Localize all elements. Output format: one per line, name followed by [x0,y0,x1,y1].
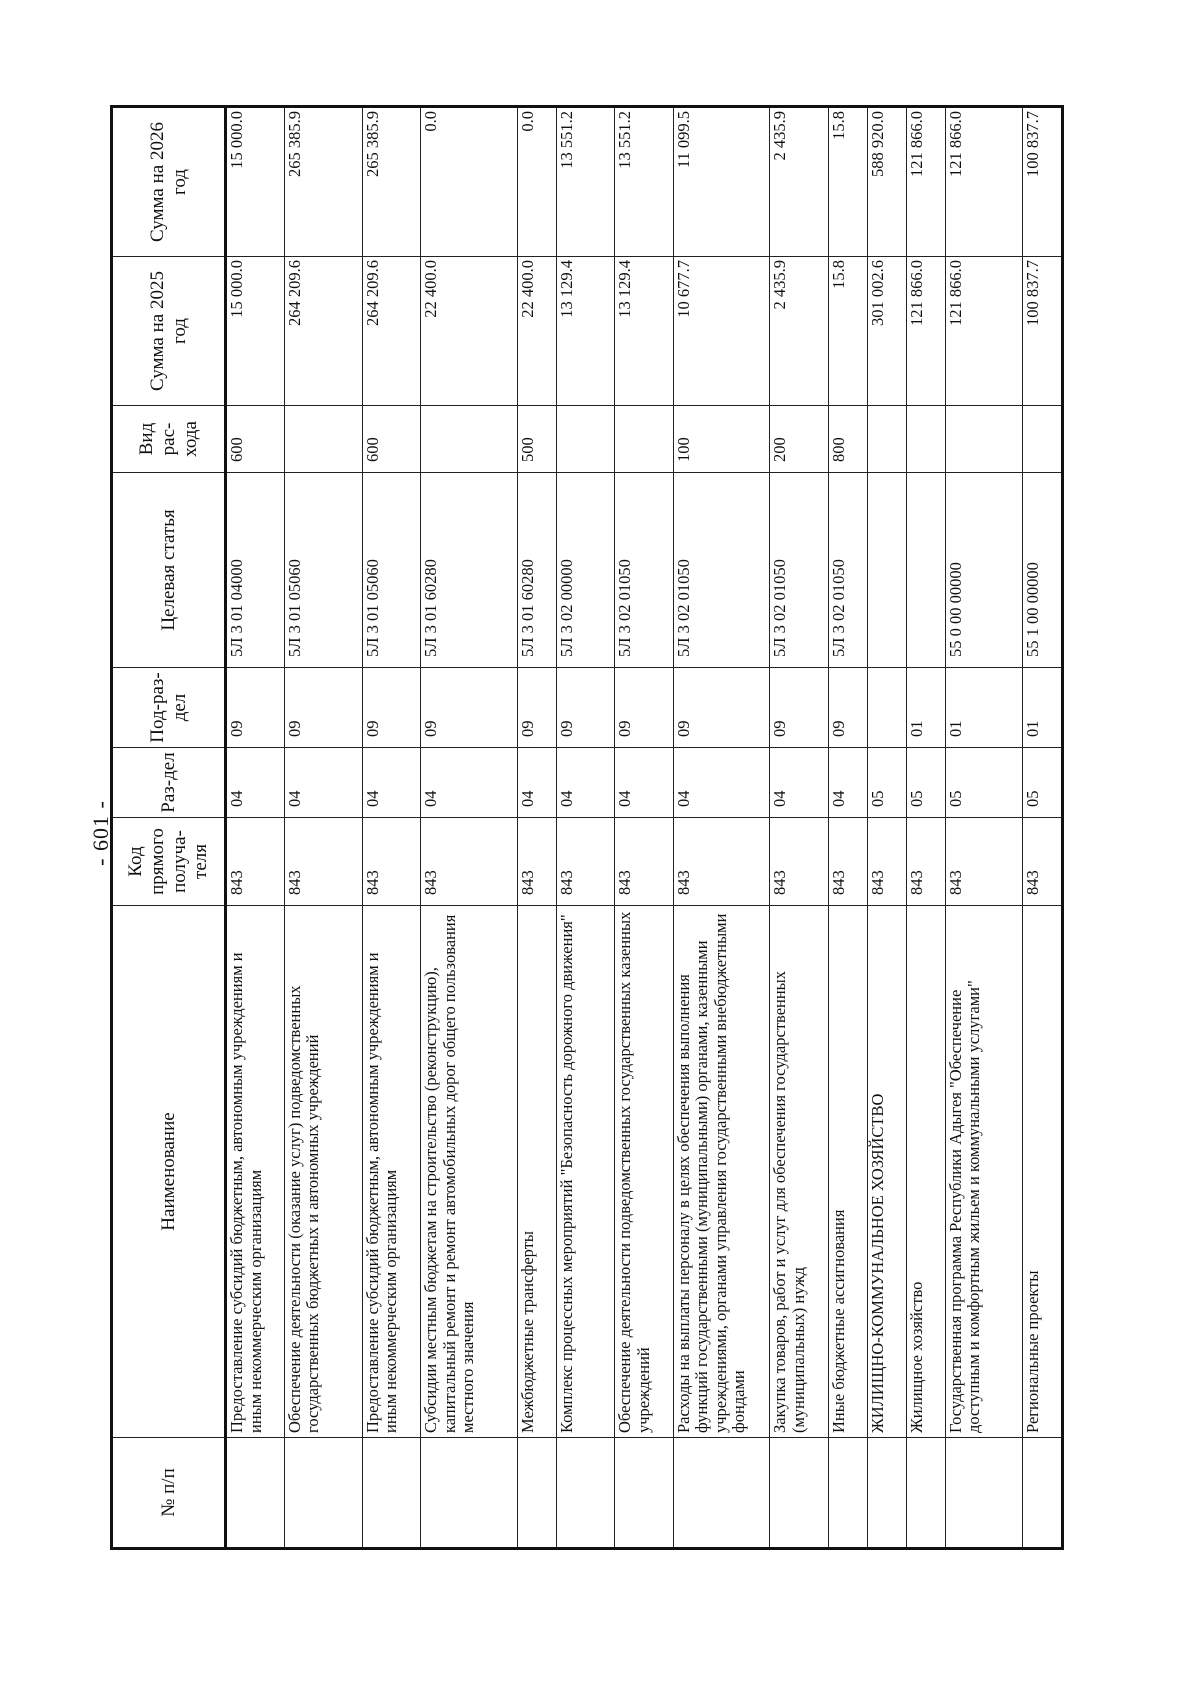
row-target-article: 5Л 3 02 00000 [556,473,615,668]
row-expense-type: 600 [226,406,285,473]
table-row [829,108,868,1548]
row-target-article: 5Л 3 01 04000 [226,473,285,668]
table-row [673,108,769,1548]
row-recipient-code: 843 [284,818,362,906]
row-recipient-code: 843 [945,818,1023,906]
row-target-article: 5Л 3 02 01050 [829,473,868,668]
row-subsection: 09 [770,668,829,748]
row-target-article: 55 1 00 00000 [1023,473,1062,668]
table-row [226,108,285,1548]
row-expense-type [906,406,945,473]
row-section: 04 [673,748,769,818]
col-header-subsection: Под-раз-дел [113,668,226,748]
row-section: 04 [517,748,556,818]
row-subsection: 09 [556,668,615,748]
row-sum-2025: 2 435.9 [770,257,829,406]
row-expense-type [867,406,906,473]
table-row [770,108,829,1548]
row-section: 05 [867,748,906,818]
budget-table [112,107,1062,1548]
table-header-row [113,108,226,1548]
row-expense-type [1023,406,1062,473]
row-sum-2025: 10 677.7 [673,257,769,406]
row-section: 04 [226,748,285,818]
row-sum-2026: 0.0 [421,108,517,257]
row-sum-2025: 301 002.6 [867,257,906,406]
row-num [284,1438,362,1548]
row-sum-2026: 588 920.0 [867,108,906,257]
row-subsection: 09 [673,668,769,748]
row-recipient-code: 843 [362,818,421,906]
row-name: Государственная программа Республики Адыгея "Обеспечение доступным и комфортным жильем и коммунальными услугами" [945,906,1023,1438]
rotated-table-wrapper [112,108,1062,1548]
row-subsection: 09 [517,668,556,748]
row-sum-2026: 13 551.2 [556,108,615,257]
row-section: 04 [284,748,362,818]
row-name: ЖИЛИЩНО-КОММУНАЛЬНОЕ ХОЗЯЙСТВО [867,906,906,1438]
row-expense-type [615,406,674,473]
row-name: Субсидии местным бюджетам на строительство (реконструкцию), капитальный ремонт и ремонт автомобильных дорог общего пользования местного значения [421,906,517,1438]
row-recipient-code: 843 [517,818,556,906]
row-sum-2026: 15.8 [829,108,868,257]
col-header-recipient: Код прямого получа-теля [113,818,226,906]
row-num [226,1438,285,1548]
row-sum-2025: 121 866.0 [906,257,945,406]
table-row [906,108,945,1548]
row-name: Региональные проекты [1023,906,1062,1438]
table-row [362,108,421,1548]
row-expense-type: 200 [770,406,829,473]
table-row [517,108,556,1548]
table-row [615,108,674,1548]
row-num [362,1438,421,1548]
row-section: 05 [906,748,945,818]
col-header-expense: Вид рас-хода [113,406,226,473]
row-num [615,1438,674,1548]
table-row [421,108,517,1548]
row-sum-2025: 121 866.0 [945,257,1023,406]
row-sum-2026: 13 551.2 [615,108,674,257]
row-name: Предоставление субсидий бюджетным, автономным учреждениям и иным некоммерческим организациям [362,906,421,1438]
row-section: 04 [362,748,421,818]
row-name: Предоставление субсидий бюджетным, автономным учреждениям и иным некоммерческим организациям [226,906,285,1438]
col-header-num: № п/п [113,1438,226,1548]
row-subsection: 09 [284,668,362,748]
row-sum-2025: 22 400.0 [517,257,556,406]
row-section: 04 [770,748,829,818]
table-body [226,108,1062,1548]
row-name: Межбюджетные трансферты [517,906,556,1438]
table-row [284,108,362,1548]
row-name: Расходы на выплаты персоналу в целях обеспечения выполнения функций государственными (муниципальными) органами, казенными учреждениями, органами управления государственными внебюджетными фондами [673,906,769,1438]
row-sum-2026: 11 099.5 [673,108,769,257]
row-target-article: 5Л 3 01 60280 [517,473,556,668]
row-target-article: 5Л 3 01 05060 [362,473,421,668]
table-row [945,108,1023,1548]
row-name: Комплекс процессных мероприятий "Безопасность дорожного движения" [556,906,615,1438]
row-name: Закупка товаров, работ и услуг для обеспечения государственных (муниципальных) нужд [770,906,829,1438]
row-target-article [867,473,906,668]
row-sum-2025: 22 400.0 [421,257,517,406]
row-sum-2026: 15 000.0 [226,108,285,257]
row-subsection: 09 [226,668,285,748]
row-name: Иные бюджетные ассигнования [829,906,868,1438]
row-subsection: 01 [1023,668,1062,748]
row-num [556,1438,615,1548]
row-sum-2025: 264 209.6 [284,257,362,406]
row-sum-2025: 15.8 [829,257,868,406]
row-num [770,1438,829,1548]
row-section: 05 [945,748,1023,818]
row-expense-type: 500 [517,406,556,473]
row-subsection: 09 [615,668,674,748]
row-sum-2026: 121 866.0 [906,108,945,257]
row-subsection [867,668,906,748]
row-sum-2025: 264 209.6 [362,257,421,406]
row-expense-type [284,406,362,473]
row-expense-type: 800 [829,406,868,473]
row-sum-2025: 15 000.0 [226,257,285,406]
table-row [556,108,615,1548]
row-subsection: 01 [906,668,945,748]
row-num [867,1438,906,1548]
row-target-article: 5Л 3 02 01050 [770,473,829,668]
row-recipient-code: 843 [770,818,829,906]
row-target-article: 55 0 00 00000 [945,473,1023,668]
row-sum-2025: 100 837.7 [1023,257,1062,406]
row-subsection: 09 [829,668,868,748]
row-sum-2026: 265 385.9 [362,108,421,257]
row-expense-type [421,406,517,473]
row-recipient-code: 843 [226,818,285,906]
row-num [829,1438,868,1548]
row-target-article: 5Л 3 02 01050 [673,473,769,668]
row-num [945,1438,1023,1548]
row-section: 04 [556,748,615,818]
page-number: - 601 - [87,800,113,866]
row-expense-type: 600 [362,406,421,473]
table-row [867,108,906,1548]
row-section: 05 [1023,748,1062,818]
row-sum-2026: 265 385.9 [284,108,362,257]
row-recipient-code: 843 [556,818,615,906]
row-name: Обеспечение деятельности (оказание услуг) подведомственных государственных бюджетных и автономных учреждений [284,906,362,1438]
row-recipient-code: 843 [829,818,868,906]
col-header-sum2026: Сумма на 2026 год [113,108,226,257]
row-subsection: 09 [421,668,517,748]
row-section: 04 [421,748,517,818]
row-target-article: 5Л 3 01 60280 [421,473,517,668]
row-recipient-code: 843 [673,818,769,906]
row-sum-2025: 13 129.4 [615,257,674,406]
row-num [517,1438,556,1548]
row-sum-2026: 100 837.7 [1023,108,1062,257]
row-subsection: 09 [362,668,421,748]
row-sum-2026: 0.0 [517,108,556,257]
row-name: Обеспечение деятельности подведомственных государственных казенных учреждений [615,906,674,1438]
row-section: 04 [829,748,868,818]
row-sum-2025: 13 129.4 [556,257,615,406]
row-num [421,1438,517,1548]
row-recipient-code: 843 [906,818,945,906]
col-header-name: Наименование [113,906,226,1438]
row-expense-type [945,406,1023,473]
row-sum-2026: 2 435.9 [770,108,829,257]
row-num [673,1438,769,1548]
row-num [1023,1438,1062,1548]
row-recipient-code: 843 [867,818,906,906]
row-name: Жилищное хозяйство [906,906,945,1438]
row-sum-2026: 121 866.0 [945,108,1023,257]
row-num [906,1438,945,1548]
row-expense-type [556,406,615,473]
row-expense-type: 100 [673,406,769,473]
row-recipient-code: 843 [615,818,674,906]
row-recipient-code: 843 [421,818,517,906]
row-target-article: 5Л 3 02 01050 [615,473,674,668]
row-target-article [906,473,945,668]
col-header-sum2025: Сумма на 2025 год [113,257,226,406]
row-section: 04 [615,748,674,818]
row-recipient-code: 843 [1023,818,1062,906]
col-header-target: Целевая статья [113,473,226,668]
row-target-article: 5Л 3 01 05060 [284,473,362,668]
row-subsection: 01 [945,668,1023,748]
col-header-section: Раз-дел [113,748,226,818]
table-row [1023,108,1062,1548]
